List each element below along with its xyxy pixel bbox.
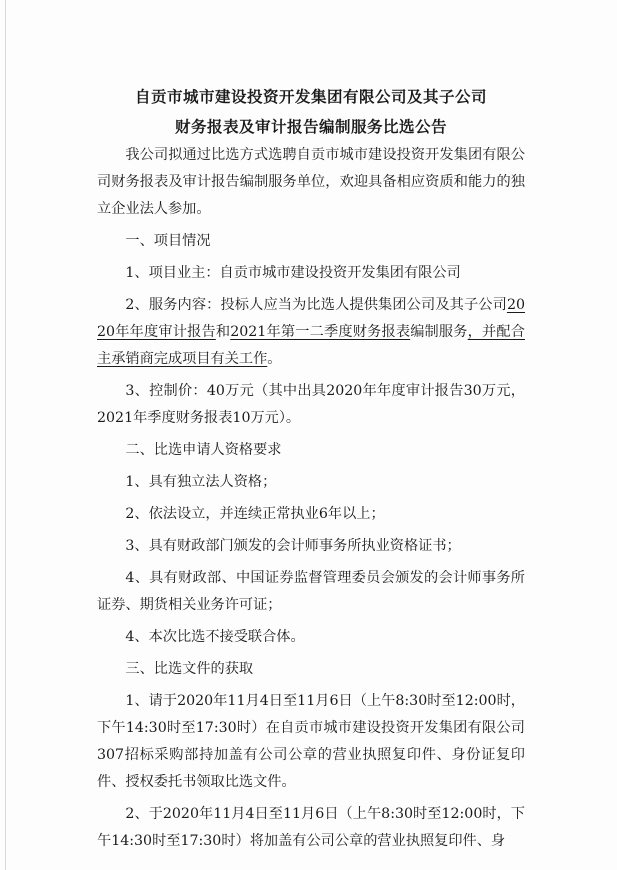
item2-underline-1: 2020年年度审计报告 [97,297,525,340]
section2-item4: 4、具有财政部、中国证券监督管理委员会颁发的会计师事务所证券、期货相关业务许可证； [97,570,525,613]
item2-end: 。 [267,351,282,367]
section3-item1: 1、请于2020年11月4日至11月6日（上午8:30时至12:00时，下午14:30时至17:30时）在自贡市城市建设投资开发集团有限公司307招标采购部持加盖有公司公章的营业执照复印件、身份证复印件、授权委托书领取比选文件。 [97,693,525,790]
section1-item3: 3、控制价：40万元（其中出具2020年年度审计报告30万元，2021年季度财务报表10万元）。 [97,383,525,426]
title-line-1: 自贡市城市建设投资开发集团有限公司及其子公司 [134,87,487,106]
item2-underline-3: ，并配合主承销商完成项目有关工作 [97,324,525,367]
item2-underline-2: 2021年第一二季度财务报表 [230,324,411,340]
document-body [97,82,525,855]
item2-prefix: 2、服务内容：投标人应当为比选人提供集团公司及其子公司 [125,297,507,313]
page-edge [5,0,6,870]
section2-item2: 2、依法设立，并连续正常执业6年以上； [125,506,385,522]
section3-item2: 2、于2020年11月4日至11月6日（上午8:30时至12:00时，下午14:30时至17:30时）将加盖有公司公章的营业执照复印件、身 [97,806,525,849]
intro-paragraph: 我公司拟通过比选方式选聘自贡市城市建设投资开发集团有限公司财务报表及审计报告编制服务单位，欢迎具备相应资质和能力的独立企业法人参加。 [97,147,525,217]
section2-heading: 二、比选申请人资格要求 [125,442,282,458]
section2-item1: 1、具有独立法人资格； [125,474,277,490]
title-line-2: 财务报表及审计报告编制服务比选公告 [174,117,447,136]
section2-item5: 4、本次比选不接受联合体。 [125,629,305,645]
section3-heading: 三、比选文件的获取 [125,661,254,677]
item2-mid2: 编制服务 [410,324,468,340]
section1-heading: 一、项目情况 [125,233,211,249]
item2-mid: 和 [215,324,231,340]
section1-item2 [97,292,525,373]
section1-item1: 1、项目业主：自贡市城市建设投资开发集团有限公司 [125,265,461,281]
section2-item3: 3、具有财政部门颁发的会计师事务所执业资格证书； [125,538,461,554]
